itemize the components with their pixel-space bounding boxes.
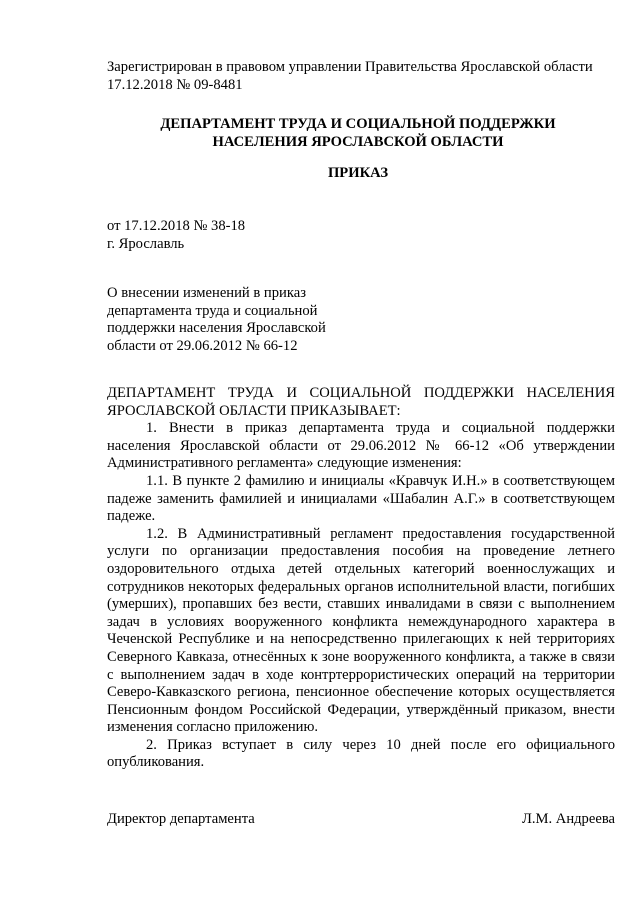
subject-line: области от 29.06.2012 № 66-12 [107,337,298,354]
signatory-position: Директор департамента [107,811,255,827]
document-type-title: ПРИКАЗ [327,165,389,181]
order-city: г. Ярославль [107,236,185,252]
registration-date-number: 17.12.2018 № 09-8481 [107,77,243,93]
registration-line: Зарегистрирован в правовом управлении Правительства Ярославской области [107,59,593,75]
registration-stamp [107,58,617,94]
order-item-1-1: 1.1. В пункте 2 фамилию и инициалы «Кравчук И.Н.» в соответствующем падеже заменить фамилией и инициалами «Шабалин А.Г.» в соответствующем падеже. [107,472,615,525]
order-body [107,385,615,772]
signatory-name: Л.М. Андреева [521,811,615,827]
signature-block [107,810,615,828]
order-subject [107,285,337,355]
subject-line: О внесении изменений в приказ [107,285,306,301]
subject-line: департамента труда и социальной [107,302,318,319]
subject-line: поддержки населения Ярославской [107,320,326,336]
department-title-line1: ДЕПАРТАМЕНТ ТРУДА И СОЦИАЛЬНОЙ ПОДДЕРЖКИ [160,116,556,132]
department-title-line2: НАСЕЛЕНИЯ ЯРОСЛАВСКОЙ ОБЛАСТИ [212,134,504,150]
order-item-1: 1. Внести в приказ департамента труда и социальной поддержки населения Ярославской области от 29.06.2012 № 66-12 «Об утверждении Административного регламента» следующие изменения: [107,420,615,472]
order-meta [107,217,245,253]
department-title [100,115,616,151]
order-item-2: 2. Приказ вступает в силу через 10 дней после его официального опубликования. [107,736,615,771]
order-item-1-2: 1.2. В Административный регламент предоставления государственной услуги по организации предоставления пособия на проведение летнего оздоровительного отдыха детей отдельных категорий военнослужащих и сотрудников некоторых федеральных органов исполнительной власти, погибших (умерших), пропавших без вести, ставших инвалидами в связи с выполнением задач в условиях вооруженного конфликта немеждународного характера в Чеченской Республике и на непосредственно прилегающих к ней территориях Северного Кавказа, отнесённых к зоне вооруженного конфликта, а также в связи с выполнением задач в ходе контртеррористических операций на территории Северо-Кавказского региона, пенсионное обеспечение которых осуществляется Пенсионным фондом Российской Федерации, утверждённый приказом, внести изменения согласно приложению. [107,525,615,736]
order-preamble: ДЕПАРТАМЕНТ ТРУДА И СОЦИАЛЬНОЙ ПОДДЕРЖКИ НАСЕЛЕНИЯ ЯРОСЛАВСКОЙ ОБЛАСТИ ПРИКАЗЫВАЕТ: [107,385,615,419]
order-date-number: от 17.12.2018 № 38-18 [107,218,246,234]
